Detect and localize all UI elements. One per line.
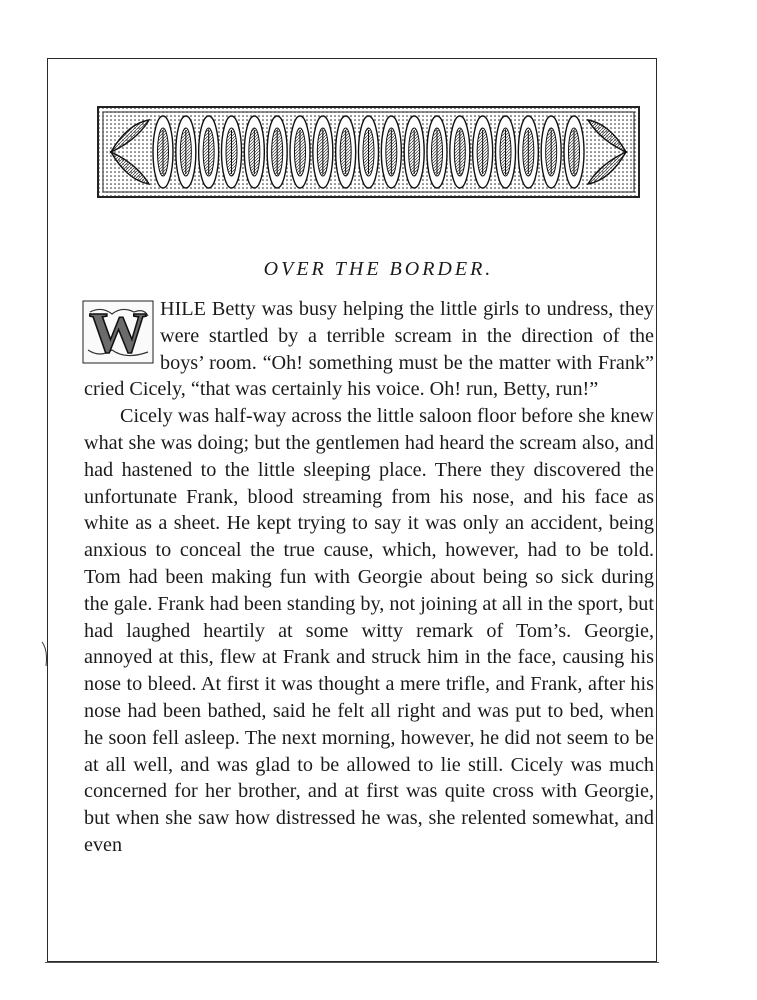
ornament-medallion [336,116,356,188]
margin-pencil-mark [40,640,52,668]
ornament-medallion [381,116,401,188]
ornament-medallion [313,116,333,188]
paragraph-2: Cicely was half-way across the little saloon floor before she knew what she was doing; but the gentlemen had heard the scream also, and had hastened to the little sleeping place. There they discovered the unfortunate Frank, blood streaming from his nose, and his face as white as a sheet. He kept trying to say it was only an accident, being anxious to conceal the true cause, which, however, had to be told. Tom had been making fun with Georgie about being so sick during the gale. Frank had been standing by, not joining at all in the sport, but had laughed heartily at some witty remark of Tom’s. Georgie, annoyed at this, flew at Frank and struck him in the face, causing his nose to bleed. At first it was thought a mere trifle, and Frank, after his nose had been bathed, said he felt all right and was put to bed, when he soon fell asleep. The next morning, however, he did not seem to be at all well, and was glad to be allowed to lie still. Cicely was much concerned for her brother, and at first was quite cross with Georgie, but when she saw how distressed he was, she relented somewhat, and even [84,405,655,856]
ornament-medallion [153,116,173,188]
ornament-medallion [450,116,470,188]
paragraph-1-text: HILE Betty was busy helping the little girls to undress, they were startled by a terrible scream in the direction of the boys’ room. “Oh! something must be the matter with Frank” cried Cicely, “that was certainly his voice. Oh! run, Betty, run!” [84,298,654,401]
outer-rule [45,962,659,963]
ornament-medallion [473,116,493,188]
body-text [84,296,654,859]
ornament-medallion [427,116,447,188]
svg-text:W: W [89,300,147,364]
ornament-medallion [359,116,379,188]
ornament-medallion [541,116,561,188]
ornament-medallion [222,116,242,188]
decorative-headpiece [97,106,640,198]
ornament-medallion [267,116,287,188]
ornament-medallion [496,116,516,188]
ornament-medallion [199,116,219,188]
ornament-medallion [404,116,424,188]
chapter-title: OVER THE BORDER. [263,258,494,280]
ornament-medallion [518,116,538,188]
ornament-medallion [564,116,584,188]
ornament-medallion [176,116,196,188]
drop-cap-w-illuminated [82,300,154,364]
ornament-medallion [290,116,310,188]
ornament-medallion [244,116,264,188]
paragraph-1 [84,296,654,403]
